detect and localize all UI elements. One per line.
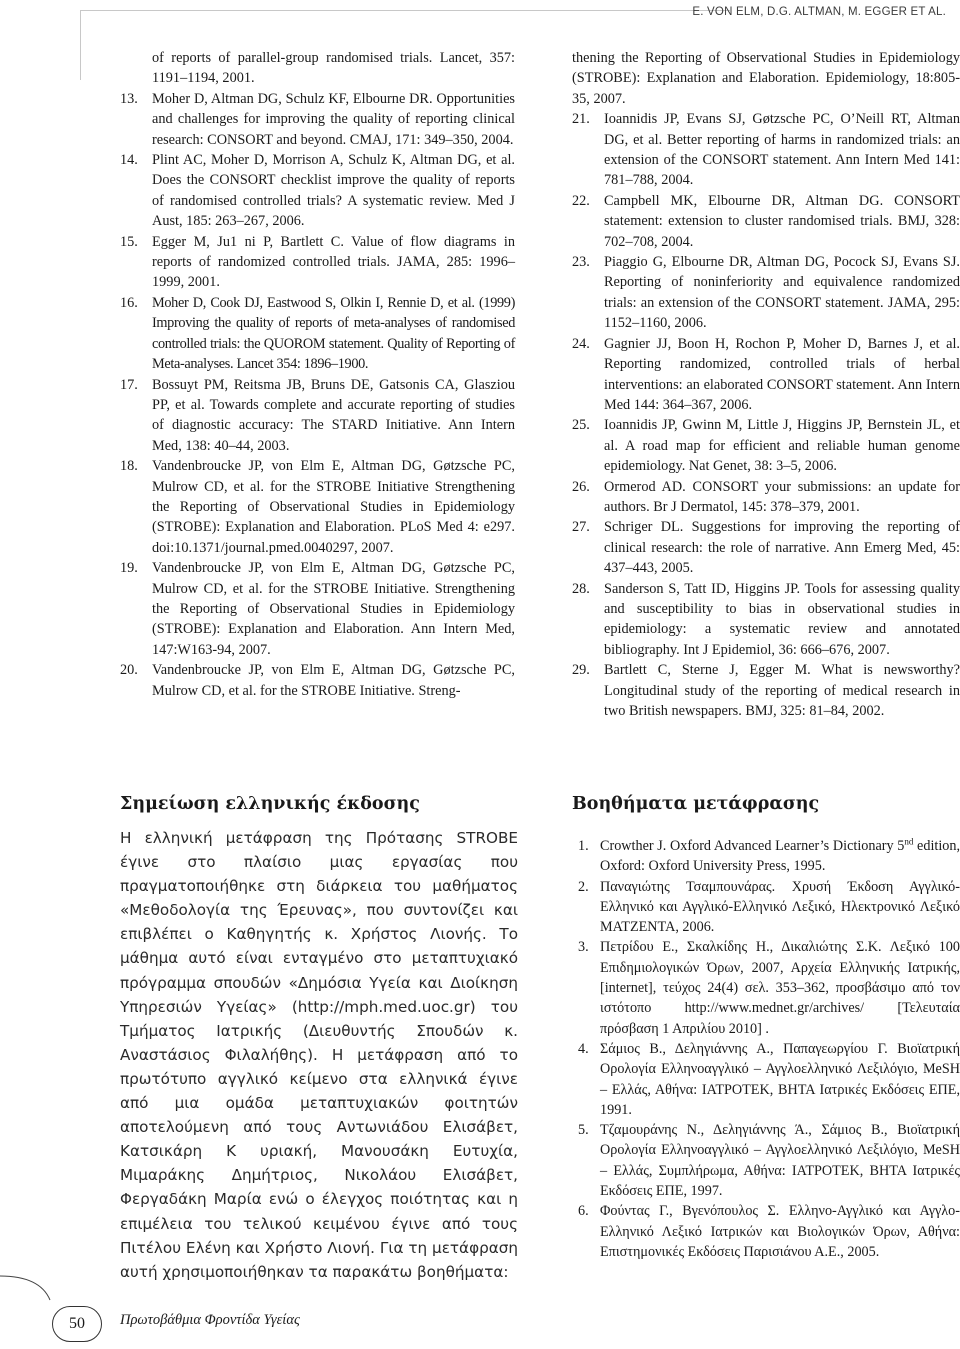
translation-aids-list xyxy=(578,836,960,1262)
reference-item: 22. Campbell MK, Elbourne DR, Altman DG. CONSORT statement: extension to cluster randomised trials. BMJ, 328: 702–708, 2004. xyxy=(572,192,960,250)
greek-edition-note-body: Η ελληνική μετάφραση της Πρότασης STROBE έγινε στο πλαίσιο μιας εργασίας που πραγματοποιήθηκε στη διάρκεια του μαθήματος «Μεθοδολογία της Έρευνας», που συντονίζει και επιβλέπει ο Καθηγητής κ. Χρήστος Λιονής. Το μάθημα αυτό είναι ενταγμένο στο μεταπτυχιακό πρόγραμμα σπουδών «Δημόσια Υγεία και Διοίκηση Υπηρεσιών Υγείας» (http://mph.med.uoc.gr) του Τμήματος Ιατρικής (Διευθυντής Σπουδών κ. Αναστάσιος Φιλαλήθης). Η μετάφραση από το πρωτότυπο αγγλικό κείμενο στα ελληνικά έγινε από μια ομάδα μεταπτυχιακών φοιτητών αποτελούμενη από τους Αντωνιάδου Ελισάβετ, Κατσικάρη Κ υριακή, Μανουσάκη Ευτυχία, Μιμαράκης Δημήτριος, Νικολάου Ελισάβετ, Φεργαδάκη Μαρία ενώ ο έλεγχος ποιότητας και η επιμέλεια του τελικού κειμένου έγινε από τους Πιτέλου Ελένη και Χρήστο Λιονή. Για τη μετάφραση αυτή χρησιμοποιήθηκαν τα παρακάτω βοηθήματα: xyxy=(120,829,518,1281)
reference-item: 24. Gagnier JJ, Boon H, Rochon P, Moher D, Barnes J, et al. Reporting randomized, controlled trials of herbal interventions: an elaborated CONSORT statement. Ann Intern Med 144: 364–367, 2006. xyxy=(572,335,960,413)
reference-item: thening the Reporting of Observational Studies in Epidemiology (STROBE): Explanation and Elaboration. Epidemiology, 18:805-35, 2007. xyxy=(572,50,960,107)
translation-aid-item: 2. Παναγιώτης Τσαμπουνάρας. Χρυσή Έκδοση Αγγλικό-Ελληνικό και Αγγλικό-Ελληνικό Λεξικό, Ηλεκτρονικό Λεξικό ΜΑΤΖΕΝΤΑ, 2006. xyxy=(578,878,960,936)
page-number: 50 xyxy=(52,1306,102,1342)
translation-aid-item: 1. Crowther J. Oxford Advanced Learner’s Dictionary 5nd edition, Oxford: Oxford University Press, 1995. xyxy=(578,836,960,875)
translation-aid-item: 6. Φούντας Γ., Βγενόπουλος Σ. Ελληνο-Αγγλικό και Αγγλο-Ελληνικό Λεξικό Ιατρικών και Βιολογικών Όρων, Αθήνα: Επιστημονικές Εκδόσεις Παρισιάνου Α.Ε., 2005. xyxy=(578,1203,960,1260)
reference-item: 29. Bartlett C, Sterne J, Egger M. What is newsworthy? Longitudinal study of the reporting of medical research in two British newspapers. BMJ, 325: 81–84, 2002. xyxy=(572,662,960,719)
reference-item: 28. Sanderson S, Tatt ID, Higgins JP. Tools for assessing quality and susceptibility to bias in observational studies in epidemiology: a systematic review and annotated bibliography. Int J Epidemiol, 36: 666–676, 2007. xyxy=(572,580,960,658)
reference-item: 17. Bossuyt PM, Reitsma JB, Bruns DE, Gatsonis CA, Glasziou PP, et al. Towards complete and accurate reporting of studies of diagnostic accuracy: The STARD Initiative. Ann Intern Med, 138: 40–44, 2003. xyxy=(120,376,515,454)
references-right-column xyxy=(572,48,960,721)
reference-item: of reports of parallel-group randomised trials. Lancet, 357: 1191–1194, 2001. xyxy=(152,50,515,87)
reference-item: 25. Ioannidis JP, Gwinn M, Little J, Higgins JP, Bernstein JL, et al. A road map for efficient and reliable human genome epidemiology. Nat Genet, 38: 3–5, 2006. xyxy=(572,417,960,475)
reference-item: 18. Vandenbroucke JP, von Elm E, Altman DG, Gøtzsche PC, Mulrow CD, et al. for the STROBE Initiative Strengthening the Reporting of Observational Studies in Epidemiology (STROBE): Explanation and Elaboration. PLoS Med 4: e297. doi:10.1371/journal.pmed.0040297, 2007. xyxy=(120,458,515,556)
translation-aid-item: 5. Τζαμουράνης Ν., Δεληγιάννης Ά., Σάμιος Β., Βιοϊατρική Ορολογία Ελληνοαγγλικό – Αγγλοελληνικό Λεξιλόγιο, MeSH – Ελλάς, Συμπλήρωμα, Αθήνα: ΙΑΤΡΟΤΕΚ, ΒΗΤΑ Ιατρικές Εκδόσεις ΕΠΕ, 1997. xyxy=(578,1122,960,1200)
reference-item: 27. Schriger DL. Suggestions for improving the reporting of clinical research: the role of narrative. Ann Emerg Med, 45: 437–443, 2005. xyxy=(572,519,960,577)
running-head: E. VON ELM, D.G. ALTMAN, M. EGGER ET AL. xyxy=(692,6,946,18)
references-left-column xyxy=(120,48,515,701)
decorative-vertical-rule xyxy=(80,10,81,80)
reference-item: 14. Plint AC, Moher D, Morrison A, Schulz K, Altman DG, et al. Does the CONSORT checklist improve the quality of reports of randomised controlled trials? A systematic review. Med J Aust, 185: 263–267, 2006. xyxy=(120,152,515,230)
decorative-horizontal-rule xyxy=(80,10,730,11)
translation-aid-item: 4. Σάμιος Β., Δεληγιάννης Α., Παπαγεωργίου Γ. Βιοϊατρική Ορολογία Ελληνοαγγλικό – Αγγλοελληνικό Λεξιλόγιο, MeSH – Ελλάς, Αθήνα: ΙΑΤΡΟΤΕΚ, ΒΗΤΑ Ιατρικές Εκδόσεις ΕΠΕ, 1991. xyxy=(578,1040,960,1118)
reference-item: 15. Egger M, Ju1 ni P, Bartlett C. Value of flow diagrams in reports of randomized controlled trials. JAMA, 285: 1996–1999, 2001. xyxy=(120,233,515,291)
reference-item: 26. Ormerod AD. CONSORT your submissions: an update for authors. Br J Dermatol, 145: 378–379, 2001. xyxy=(572,478,960,515)
reference-item: 21. Ioannidis JP, Evans SJ, Gøtzsche PC, O’Neill RT, Altman DG, et al. Better reporting of harms in randomized trials: an extension of the CONSORT statement. Ann Intern Med 141: 781–788, 2004. xyxy=(572,111,960,189)
reference-item: 19. Vandenbroucke JP, von Elm E, Altman DG, Gøtzsche PC, Mulrow CD, et al. for the STROBE Initiative. Strengthening the Reporting of Observational Studies in Epidemiology (STROBE): Explanation and Elaboration. Ann Intern Med, 147:W163-94, 2007. xyxy=(120,560,515,658)
journal-name: Πρωτοβάθμια Φροντίδα Υγείας xyxy=(120,1312,300,1328)
translation-aids-title: Βοηθήματα μετάφρασης xyxy=(572,794,820,814)
greek-edition-note-title: Σημείωση ελληνικής έκδοσης xyxy=(120,794,420,814)
reference-item: 13. Moher D, Altman DG, Schulz KF, Elbourne DR. Opportunities and challenges for improving the quality of reporting clinical research: CONSORT and beyond. CMAJ, 171: 349–350, 2004. xyxy=(120,90,515,148)
reference-item: 20. Vandenbroucke JP, von Elm E, Altman DG, Gøtzsche PC, Mulrow CD, et al. for the STROBE Initiative. Streng- xyxy=(120,662,515,699)
reference-item: 16. Moher D, Cook DJ, Eastwood S, Olkin I, Rennie D, et al. (1999) Improving the quality of reports of meta-analyses of randomised controlled trials: the QUOROM statement. Quality of Reporting of Meta-analyses. Lancet 354: 1896–1900. xyxy=(120,294,515,373)
translation-aid-item: 3. Πετρίδου Ε., Σκαλκίδης Η., Δικαλιώτης Σ.Κ. Λεξικό 100 Επιδημιολογικών Όρων, 2007, Αρχεία Ελληνικής Ιατρικής, [internet], τεύχος 24(4) σελ. 353–362, προσβάσιμο από τον ιστότοπο http://www.mednet.gr/archives/ [Τελευταία πρόσβαση 1 Απριλίου 2010] . xyxy=(578,939,960,1037)
reference-item: 23. Piaggio G, Elbourne DR, Altman DG, Pocock SJ, Evans SJ. Reporting of noninferiority and equivalence randomized trials: an extension of the CONSORT statement. JAMA, 295: 1152–1160, 2006. xyxy=(572,254,960,332)
